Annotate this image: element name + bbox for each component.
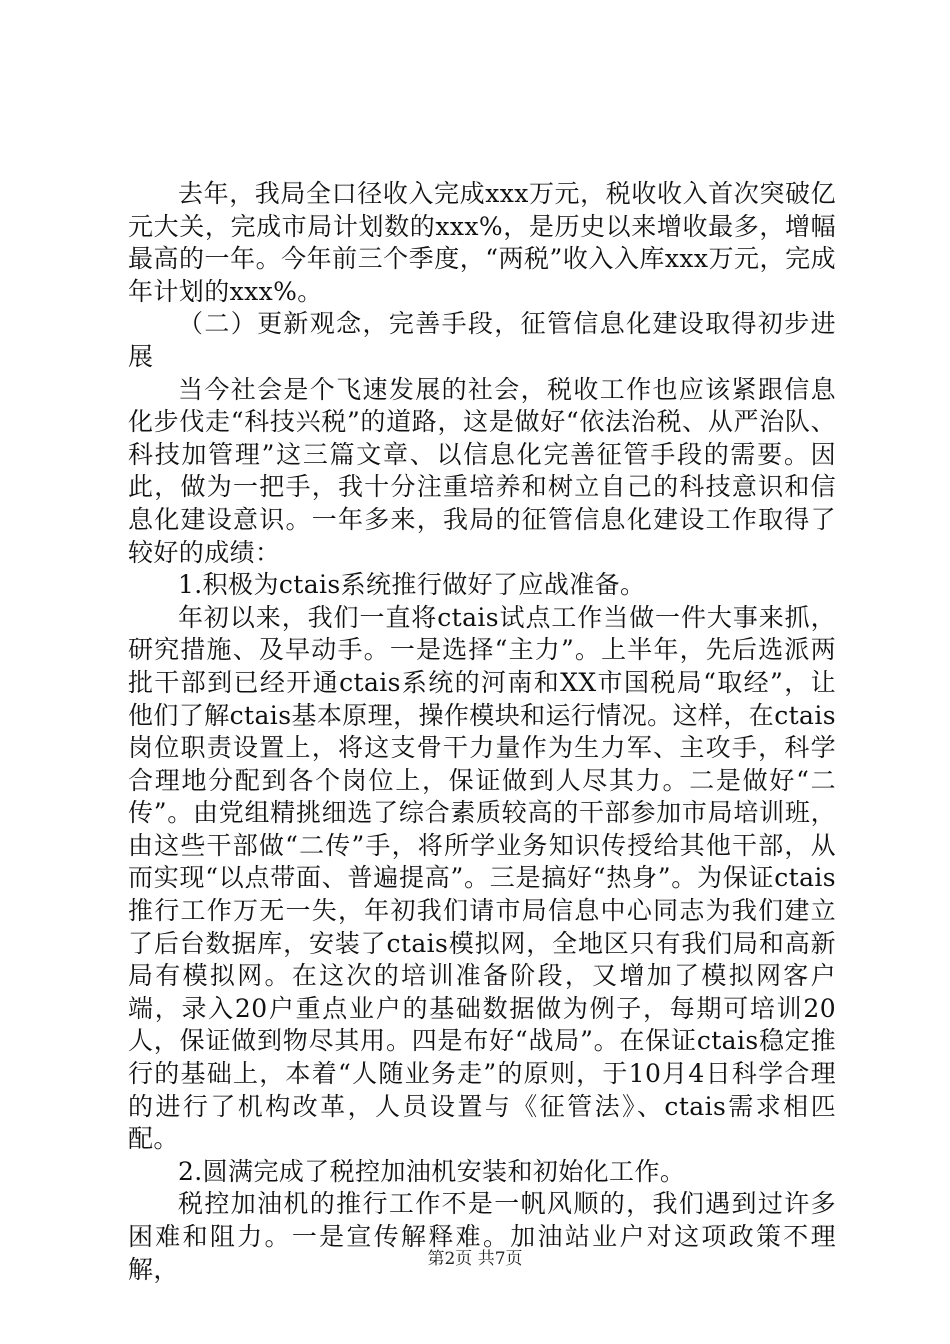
subheading-ctais-preparation: 1.积极为ctais系统推行做好了应战准备。 bbox=[178, 570, 646, 600]
paragraph-revenue-summary: 去年，我局全口径收入完成xxx万元，税收收入首次突破亿元大关，完成市局计划数的xxx%，是历史以来增收最多，增幅最高的一年。今年前三个季度，“两税”收入入库xxx万元，完成年计划的xxx%。 bbox=[128, 179, 836, 306]
section-heading-informatization: （二）更新观念，完善手段，征管信息化建设取得初步进展 bbox=[128, 309, 836, 371]
document-body bbox=[128, 178, 836, 1286]
paragraph-fuel-dispenser-details: 税控加油机的推行工作不是一帆风顺的，我们遇到过许多困难和阻力。一是宣传解释难。加油站业户对这项政策不理解， bbox=[128, 1189, 836, 1284]
paragraph-ctais-details: 年初以来，我们一直将ctais试点工作当做一件大事来抓，研究措施、及早动手。一是选择“主力”。上半年，先后选派两批干部到已经开通ctais系统的河南和XX市国税局“取经”，让他们了解ctais基本原理，操作模块和运行情况。这样，在ctais岗位职责设置上，将这支骨干力量作为生力军、主攻手，科学合理地分配到各个岗位上，保证做到人尽其力。二是做好“二传”。由党组精挑细选了综合素质较高的干部参加市局培训班，由这些干部做“二传”手，将所学业务知识传授给其他干部，从而实现“以点带面、普遍提高”。三是搞好“热身”。为保证ctais推行工作万无一失，年初我们请市局信息中心同志为我们建立了后台数据库，安装了ctais模拟网，全地区只有我们局和高新局有模拟网。在这次的培训准备阶段，又增加了模拟网客户端，录入20户重点业户的基础数据做为例子，每期可培训20人，保证做到物尽其用。四是布好“战局”。在保证ctais稳定推行的基础上，本着“人随业务走”的原则，于10月4日科学合理的进行了机构改革，人员设置与《征管法》、ctais需求相匹配。 bbox=[128, 602, 836, 1154]
page-number-footer: 第2页 共7页 bbox=[427, 1249, 523, 1269]
subheading-tax-control-fuel-dispenser: 2.圆满完成了税控加油机安装和初始化工作。 bbox=[178, 1156, 686, 1186]
paragraph-informatization-intro: 当今社会是个飞速发展的社会，税收工作也应该紧跟信息化步伐走“科技兴税”的道路，这是做好“依法治税、从严治队、科技加管理”这三篇文章、以信息化完善征管手段的需要。因此，做为一把手，我十分注重培养和树立自己的科技意识和信息化建设意识。一年多来，我局的征管信息化建设工作取得了较好的成绩： bbox=[128, 374, 836, 567]
